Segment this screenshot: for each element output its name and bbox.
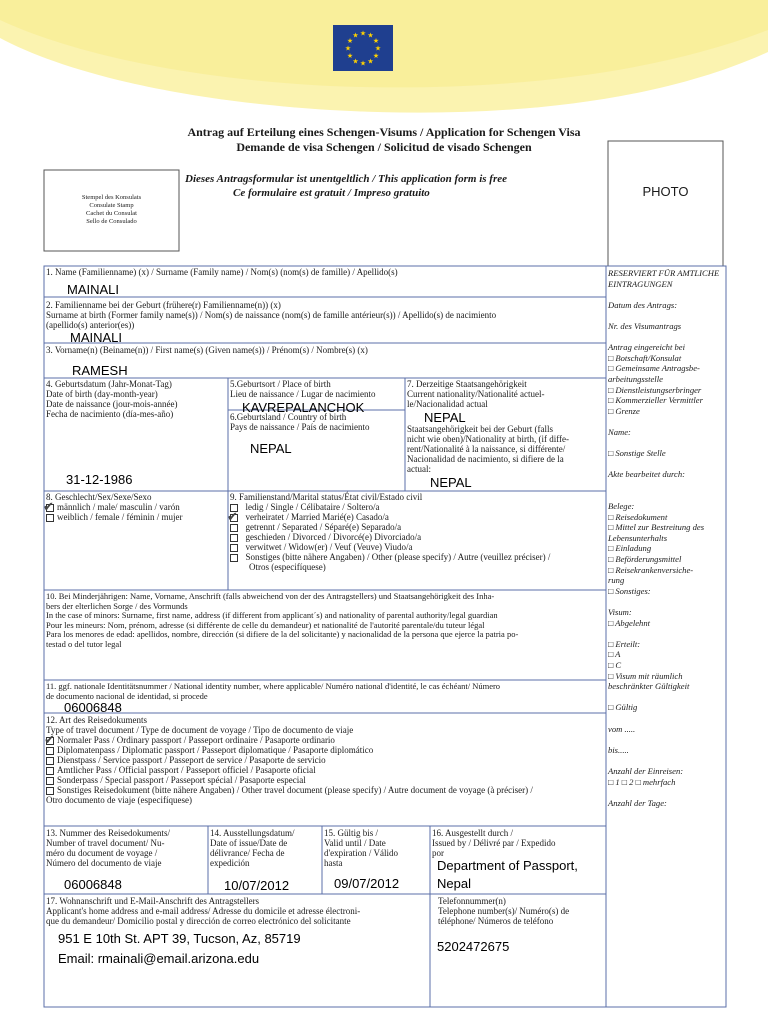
label-line: (apellido(s) anterior(es)) [46, 320, 135, 330]
label-line: d'expiration / Válido [324, 848, 398, 858]
label-line: Applicant's home address and e-mail address/ Adresse du domicile et adresse électroni- [46, 906, 361, 916]
sidebar-line: arbeitungsstelle [608, 373, 663, 384]
label-line: Telephone number(s)/ Numéro(s) de [438, 906, 570, 916]
star-icon: ★ [346, 52, 354, 60]
sidebar-line: Akte bearbeitet durch: [608, 469, 685, 480]
sidebar-line [608, 332, 726, 343]
sidebar-line: □ Mittel zur Bestreitung des [608, 522, 705, 533]
option-label: Otro documento de viaje (especifíquese) [46, 795, 192, 805]
sidebar-line [608, 416, 726, 427]
label-line: actual: [407, 464, 431, 474]
free-notice-line-2: Ce formulaire est gratuit / Impreso gratuito [233, 187, 430, 199]
checkbox[interactable] [230, 544, 238, 552]
label-line: Para los menores de edad: apellidos, nombre, dirección (si difiere de la del solicitante) y nacionalidad de la persona que ejerce la patria po- [46, 629, 519, 640]
checkmark-icon: ✔ [43, 500, 54, 515]
sidebar-line [608, 289, 726, 300]
field-7-label [407, 379, 544, 409]
label-line: 7. Derzeitige Staatsangehörigkeit [407, 379, 527, 389]
marital-option[interactable] [230, 542, 550, 552]
eu-flag-icon [333, 25, 393, 71]
sidebar-line: rung [608, 575, 625, 586]
checkbox[interactable] [46, 767, 54, 775]
sidebar-line: Visum: [608, 607, 632, 617]
label-line: nicht wie oben)/Nationality at birth, (if diffe- [407, 434, 570, 444]
label-line: méro du document de voyage / [46, 848, 158, 858]
sidebar-line [608, 310, 726, 321]
star-icon: ★ [346, 37, 354, 45]
sidebar-line: Antrag eingereicht bei [608, 342, 686, 353]
field-16-label [432, 828, 555, 858]
sidebar-line: □ Sonstige Stelle [608, 448, 666, 459]
label-line: por [432, 848, 444, 858]
marital-option[interactable] [230, 532, 550, 542]
label-line: Valid until / Date [324, 838, 386, 848]
label-line: Staatsangehörigkeit bei der Geburt (falls [407, 424, 553, 434]
label-line: Number of travel document/ Nu- [46, 838, 165, 848]
doc-option[interactable] [46, 735, 533, 745]
star-icon: ★ [352, 31, 359, 40]
option-label: ledig / Single / Célibataire / Soltero/a [245, 502, 380, 512]
label-line: que du demandeur/ Domicilio postal y dirección de correo electrónico del solicitante [46, 916, 351, 926]
label-line: Date of issue/Date de [210, 838, 288, 848]
checkbox[interactable] [46, 757, 54, 765]
label-line: 4. Geburtsdatum (Jahr-Monat-Tag) [46, 379, 172, 389]
label-line: hasta [324, 858, 343, 868]
free-notice [185, 172, 507, 200]
label-line: téléphone/ Números de teléfono [438, 916, 554, 926]
field-10-label [46, 592, 518, 650]
label-line: expedición [210, 858, 250, 868]
checkbox[interactable] [230, 554, 238, 562]
field-2-label [46, 300, 496, 330]
doc-option[interactable] [46, 755, 533, 765]
checkbox[interactable] [46, 787, 54, 795]
label-line: Pour les mineurs: Nom, prénom, adresse (si différente de celle du demandeur) et nationalité de l'autorité parentale/du tuteur légal [46, 619, 485, 630]
label-line: 16. Ausgestellt durch / [432, 828, 513, 838]
sidebar-line [608, 480, 726, 491]
stamp-line: Sello de Consulado [86, 218, 137, 225]
marital-option[interactable] [230, 522, 550, 532]
star-icon: ★ [372, 52, 380, 60]
sidebar-line: □ Botschaft/Konsulat [608, 352, 682, 363]
label-line: Issued by / Délivré par / Expedido [432, 838, 556, 848]
label-line: Lieu de naissance / Lugar de nacimiento [230, 389, 376, 399]
label-line: Pays de naissance / País de nacimiento [230, 422, 370, 432]
sidebar-line: □ Gemeinsame Antragsbe- [608, 363, 700, 374]
sidebar-line [608, 755, 726, 766]
field-3-label: 3. Vorname(n) (Beiname(n)) / First name(s) (Given name(s)) / Prénom(s) / Nombre(s) (x) [46, 345, 368, 355]
label-line: 17. Wohnanschrift und E-Mail-Anschrift des Antragstellers [46, 896, 260, 906]
place-of-birth-value[interactable]: KAVREPALANCHOK [242, 400, 365, 415]
label-line: Nacionalidad de nacimiento, si difiere de la [407, 454, 564, 464]
sidebar-line: □ Dienstleistungserbringer [608, 384, 702, 395]
sidebar-line [608, 787, 726, 798]
doc-option[interactable] [46, 745, 533, 755]
label-line: 13. Nummer des Reisedokuments/ [46, 828, 170, 838]
sidebar-line: Anzahl der Tage: [608, 797, 667, 808]
label-line: 6.Geburtsland / Country of birth [230, 412, 347, 422]
stamp-line: Stempel des Konsulats [81, 194, 142, 201]
sidebar-line [608, 490, 726, 501]
star-icon: ★ [359, 29, 367, 38]
nationality-at-birth-value[interactable]: NEPAL [430, 475, 472, 490]
label-line: Fecha de nacimiento (día-mes-año) [46, 409, 174, 419]
label-line: délivrance/ Fecha de [210, 848, 285, 858]
label-line: 10. Bei Minderjährigen: Name, Vorname, Anschrift (falls abweichend von der des Antragstellers) und Staatsangehörigkeit des Inha- [46, 591, 495, 601]
sidebar-line: □ Erteilt: [608, 638, 641, 649]
option-label: männlich / male/ masculin / varón [57, 502, 180, 512]
option-label: verwitwet / Widow(er) / Veuf (Veuve) Viudo/a [245, 542, 413, 552]
sidebar-line: beschränkter Gültigkeit [608, 681, 690, 692]
photo-box [608, 184, 723, 199]
checkmark-icon: ✔ [227, 510, 238, 525]
label-line: Date of birth (day-month-year) [46, 389, 158, 399]
label-line: Type of travel document / Type de document de voyage / Tipo de documento de viaje [46, 725, 354, 735]
label-line: 12. Art des Reisedokuments [46, 715, 147, 725]
sidebar-line: vom ..... [608, 723, 636, 734]
checkbox[interactable] [230, 524, 238, 532]
sidebar-line [608, 692, 726, 703]
official-use-sidebar [608, 268, 726, 808]
consulate-stamp-box [44, 194, 179, 226]
national-id-value[interactable]: 06006848 [64, 700, 122, 715]
label-line: Número del documento de viaje [46, 858, 162, 868]
stamp-line: Cachet du Consulat [86, 210, 137, 217]
country-of-birth-value[interactable]: NEPAL [250, 441, 292, 456]
label-line: le/Nacionalidad actual [407, 399, 488, 409]
sidebar-line: bis..... [608, 744, 629, 755]
stamp-line: Consulate Stamp [89, 202, 134, 209]
label-line: Date de naissance (jour-mois-année) [46, 399, 178, 409]
label-line: 8. Geschlecht/Sex/Sexe/Sexo [46, 492, 152, 502]
option-label: Otros (especifíquese) [249, 562, 326, 572]
sidebar-line: □ A [608, 649, 621, 660]
field-17-label [46, 896, 360, 926]
sidebar-line: □ Abgelehnt [608, 617, 651, 628]
document-number-value[interactable]: 06006848 [64, 877, 122, 892]
sidebar-line: EINTRAGUNGEN [608, 278, 673, 289]
sidebar-line: □ Kommerzieller Vermittler [608, 395, 703, 406]
option-label: weiblich / female / féminin / mujer [57, 512, 183, 522]
label-line: In the case of minors: Surname, first name, address (if different from applicant´s) and nationality of parental authority/legal guardian [46, 610, 498, 621]
sidebar-line: Lebensunterhalts [608, 532, 668, 543]
title-line-2: Demande de visa Schengen / Solicitud de visado Schengen [236, 140, 532, 154]
sidebar-line [608, 628, 726, 639]
field-15-label [324, 828, 398, 868]
sidebar-line: □ Grenze [608, 405, 640, 416]
sidebar-line: □ Beförderungsmittel [608, 554, 682, 565]
star-icon: ★ [367, 31, 374, 40]
star-icon: ★ [372, 37, 380, 45]
label-line: bers der elterlichen Sorge / des Vormunds [46, 600, 188, 611]
sidebar-line: □ Reisedokument [608, 511, 668, 522]
sidebar-line: □ Sonstiges: [608, 585, 651, 596]
doc-option[interactable] [46, 785, 533, 795]
issued-by-value[interactable] [437, 857, 578, 893]
option-label: Sonstiges (bitte nähere Angaben) / Other (please specify) / Autre (veuillez préciser) / [245, 552, 551, 562]
photo-label: PHOTO [642, 184, 689, 199]
field-1-label: 1. Name (Familienname) (x) / Surname (Family name) / Nom(s) (nom(s) de famille) / Apellido(s) [46, 267, 398, 277]
star-icon: ★ [367, 57, 374, 66]
issued-by-line: Nepal [437, 876, 471, 891]
option-label: Diplomatenpass / Diplomatic passport / Passeport diplomatique / Pasaporte diplomático [57, 745, 374, 755]
sidebar-line: □ Einladung [608, 543, 652, 554]
home-address-value[interactable]: 951 E 10th St. APT 39, Tucson, Az, 85719 [58, 931, 301, 946]
sidebar-line: Nr. des Visumantrags [608, 320, 682, 331]
sidebar-line [608, 713, 726, 724]
doc-option[interactable] [46, 775, 533, 785]
field-9-marital-status [230, 492, 550, 572]
field-5-label [230, 379, 375, 399]
label-line: Current nationality/Nationalité actuel- [407, 389, 545, 399]
first-name-value[interactable]: RAMESH [72, 363, 128, 378]
sidebar-line: □ Reisekrankenversiche- [608, 564, 694, 575]
label-line: 9. Familienstand/Marital status/État civil/Estado civil [230, 492, 423, 502]
option-label: Sonstiges Reisedokument (bitte nähere Angaben) / Other travel document (please specify) / Autre document de voyage (à préciser) / [57, 785, 533, 795]
issue-date-value[interactable]: 10/07/2012 [224, 878, 290, 893]
option-label: Amtlicher Pass / Official passport / Passeport officiel / Pasaporte oficial [57, 765, 316, 775]
sidebar-line [608, 734, 726, 745]
sidebar-line: RESERVIERT FÜR AMTLICHE [608, 268, 720, 278]
surname-value[interactable]: MAINALI [67, 282, 120, 297]
marital-option[interactable] [230, 512, 550, 522]
sidebar-line: Belege: [608, 501, 635, 512]
field-7b-label [407, 424, 569, 474]
title-line-1: Antrag auf Erteilung eines Schengen-Visums / Application for Schengen Visa [187, 125, 581, 139]
sidebar-line: Name: [608, 426, 631, 437]
sex-option-male[interactable] [46, 502, 182, 512]
checkbox[interactable] [46, 514, 54, 522]
label-line: 15. Gültig bis / [324, 828, 379, 838]
sidebar-line [608, 459, 726, 470]
date-of-birth-value[interactable]: 31-12-1986 [66, 472, 133, 487]
checkbox[interactable] [46, 747, 54, 755]
option-label: verheiratet / Married Marié(e) Casado/a [245, 512, 389, 522]
sidebar-line: Datum des Antrags: [608, 299, 678, 310]
label-line: de documento nacional de identidad, si procede [46, 690, 208, 701]
email-value[interactable]: Email: rmainali@email.arizona.edu [58, 951, 260, 966]
sidebar-line [608, 596, 726, 607]
label-line: testad o del tutor legal [46, 638, 122, 649]
free-notice-line-1: Dieses Antragsformular ist unentgeltlich / This application form is free [185, 173, 507, 185]
sidebar-line: □ Gültig [608, 702, 638, 713]
star-icon: ★ [344, 44, 352, 53]
marital-option[interactable] [230, 552, 550, 562]
field-14-label [210, 828, 295, 868]
field-8-sex [46, 492, 182, 522]
field-13-label [46, 828, 170, 868]
option-label: Normaler Pass / Ordinary passport / Passeport ordinaire / Pasaporte ordinario [57, 735, 335, 745]
checkbox[interactable] [230, 534, 238, 542]
checkbox[interactable] [46, 777, 54, 785]
star-icon: ★ [352, 57, 359, 66]
field-4-label [46, 379, 178, 419]
field-12-document-type [46, 715, 533, 805]
marital-option[interactable] [230, 502, 550, 512]
star-icon: ★ [374, 44, 382, 53]
label-line: Surname at birth (Former family name(s)) / Nom(s) de naissance (nom(s) de famille antérieur(s)) / Apellido(s) de nacimiento [46, 310, 497, 320]
option-label: geschieden / Divorced / Divorcé(e) Divorciado/a [245, 532, 422, 542]
field-6-label [230, 412, 369, 432]
option-label: Sonderpass / Special passport / Passeport spécial / Pasaporte especial [57, 775, 306, 785]
current-nationality-value[interactable]: NEPAL [424, 410, 466, 425]
label-line: Telefonnummer(n) [438, 896, 506, 906]
sidebar-line [608, 438, 726, 449]
field-11-label [46, 682, 500, 701]
sidebar-line: □ 1 □ 2 □ mehrfach [608, 776, 676, 787]
checkmark-icon: ✔ [44, 733, 55, 748]
label-line: 5.Geburtsort / Place of birth [230, 379, 331, 389]
valid-until-value[interactable]: 09/07/2012 [334, 876, 400, 891]
issued-by-line: Department of Passport, [437, 858, 578, 873]
sidebar-line: □ C [608, 659, 622, 670]
label-line: 14. Ausstellungsdatum/ [210, 828, 295, 838]
sex-option-female[interactable] [46, 512, 182, 522]
star-icon: ★ [359, 59, 367, 68]
option-label: getrennt / Separated / Séparé(e) Separado/a [245, 522, 402, 532]
sidebar-line: Anzahl der Einreisen: [608, 765, 684, 776]
sidebar-line: □ Visum mit räumlich [608, 670, 683, 681]
surname-at-birth-value[interactable]: MAINALI [70, 330, 123, 345]
label-line: 11. ggf. nationale Identitätsnummer / National identity number, where applicable/ Numéro national d'identité, le cas échéant/ Número [46, 681, 501, 691]
label-line: rent/Nationalité à la naissance, si différente/ [407, 444, 566, 454]
doc-option[interactable] [46, 765, 533, 775]
form-title [0, 125, 768, 155]
phone-label [438, 896, 569, 926]
phone-value[interactable]: 5202472675 [437, 939, 510, 954]
label-line: 2. Familienname bei der Geburt (frühere(r) Familienname(n)) (x) [46, 300, 281, 310]
option-label: Dienstpass / Service passport / Passeport de service / Pasaporte de servicio [57, 755, 326, 765]
